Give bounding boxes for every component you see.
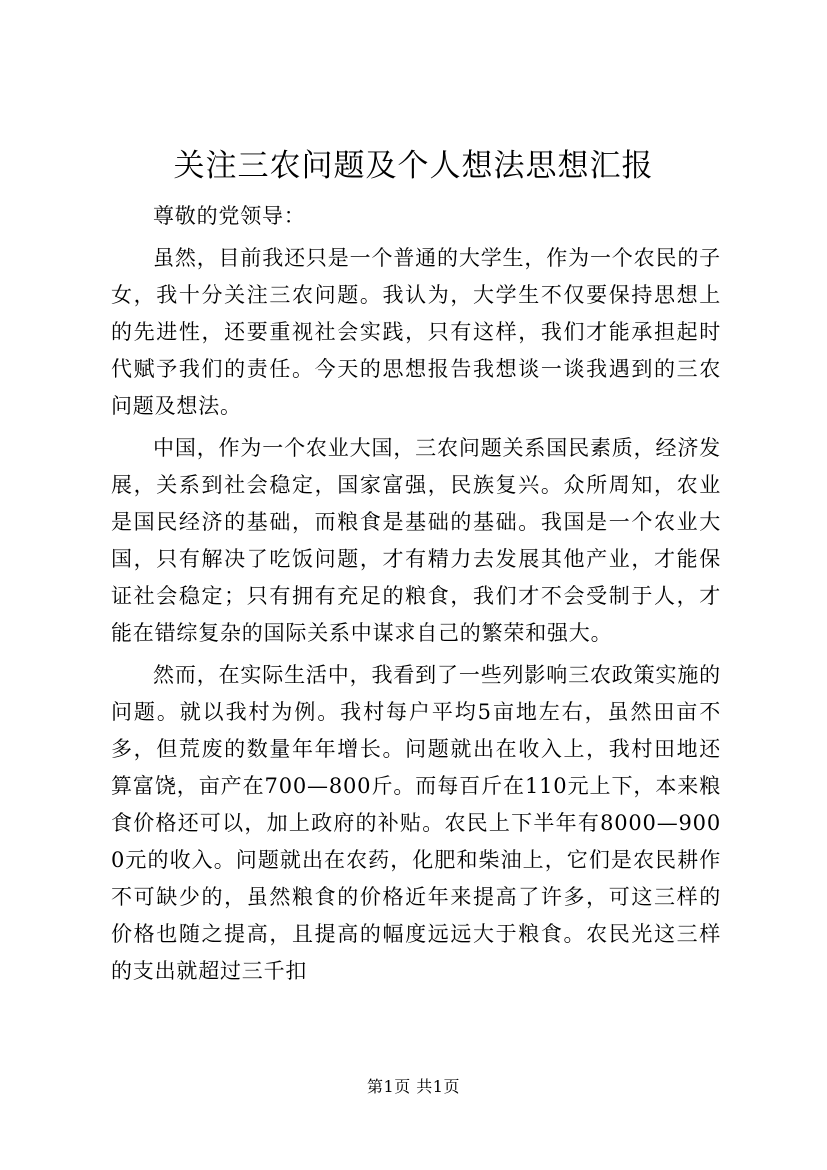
- paragraph-2: 中国，作为一个农业大国，三农问题关系国民素质，经济发展，关系到社会稳定，国家富强，民族复兴。众所周知，农业是国民经济的基础，而粮食是基础的基础。我国是一个农业大国，只有解决了吃饭问题，才有精力去发展其他产业，才能保证社会稳定；只有拥有充足的粮食，我们才不会受制于人，才能在错综复杂的国际关系中谋求自己的繁荣和强大。: [111, 436, 721, 645]
- paragraph-3: 然而，在实际生活中，我看到了一些列影响三农政策实施的问题。就以我村为例。我村每户平均5亩地左右，虽然田亩不多，但荒废的数量年年增长。问题就出在收入上，我村田地还算富饶，亩产在700—800斤。而每百斤在110元上下，本来粮食价格还可以，加上政府的补贴。农民上下半年有8000—9000元的收入。问题就出在农药，化肥和柴油上，它们是农民耕作不可缺少的，虽然粮食的价格近年来提高了许多，可这三样的价格也随之提高，且提高的幅度远远大于粮食。农民光这三样的支出就超过三千扣: [111, 663, 721, 983]
- salutation: 尊敬的党领导：: [153, 204, 306, 228]
- document-body: [111, 198, 721, 995]
- paragraph-1: 虽然，目前我还只是一个普通的大学生，作为一个农民的子女，我十分关注三农问题。我认为，大学生不仅要保持思想上的先进性，还要重视社会实践，只有这样，我们才能承担起时代赋予我们的责任。今天的思想报告我想谈一谈我遇到的三农问题及想法。: [111, 246, 721, 418]
- document-title: 关注三农问题及个人想法思想汇报: [173, 148, 654, 184]
- page-footer: 第1页 共1页: [367, 1077, 460, 1096]
